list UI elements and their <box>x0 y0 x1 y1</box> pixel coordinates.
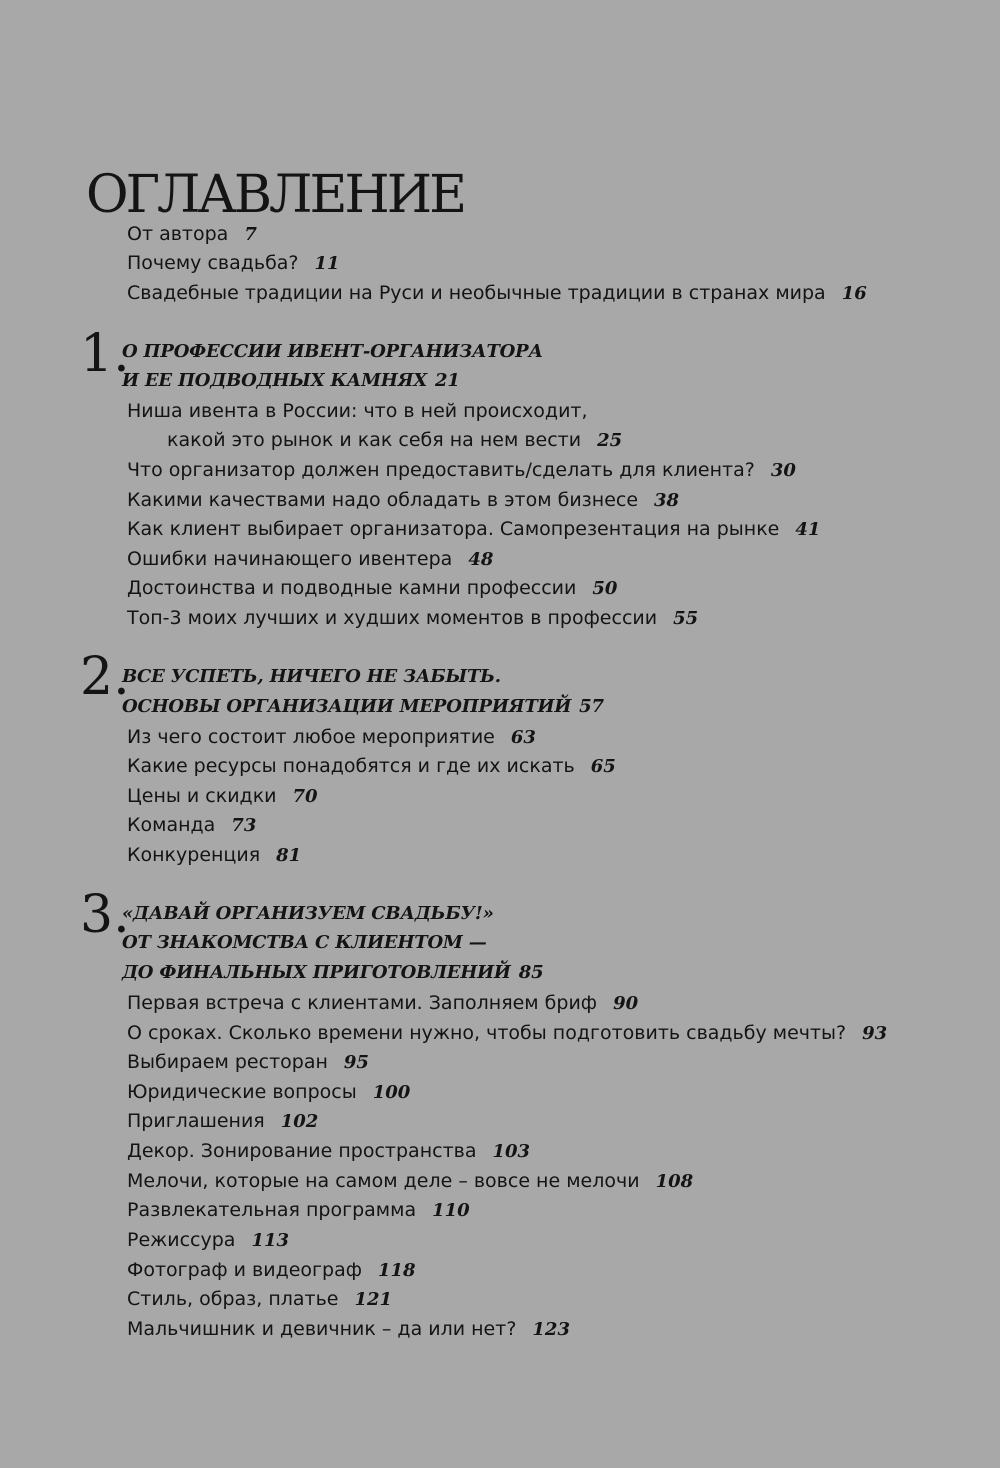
toc-entry[interactable] <box>127 605 698 632</box>
chapter-number: 2. <box>80 647 130 707</box>
page-title: ОГЛАВЛЕНИЕ <box>86 164 465 225</box>
chapter-title-line[interactable]: ОСНОВЫ ОРГАНИЗАЦИИ МЕРОПРИЯТИЙ 57 <box>122 696 604 717</box>
toc-entry-title: Ниша ивента в России: что в ней происходит, <box>127 400 588 422</box>
toc-entry-title: Что организатор должен предоставить/сделать для клиента? <box>127 459 755 481</box>
toc-entry-title: Цены и скидки <box>127 785 277 807</box>
page-number: 48 <box>468 549 494 570</box>
toc-entry-title: Какие ресурсы понадобятся и где их искать <box>127 755 575 777</box>
toc-entry-title: Свадебные традиции на Руси и необычные традиции в странах мира <box>127 282 826 304</box>
toc-entry-title: Мальчишник и девичник – да или нет? <box>127 1318 517 1340</box>
page-number: 70 <box>292 786 318 807</box>
toc-entry-title: Выбираем ресторан <box>127 1051 328 1073</box>
toc-entry[interactable] <box>127 1197 470 1224</box>
toc-entry-title: Приглашения <box>127 1110 265 1132</box>
chapter-title-line[interactable]: ОТ ЗНАКОМСТВА С КЛИЕНТОМ — <box>122 932 487 953</box>
page-number: 118 <box>377 1260 416 1281</box>
toc-entry-title: Команда <box>127 814 216 836</box>
toc-entry[interactable] <box>127 280 867 307</box>
chapter-title-line[interactable]: О ПРОФЕССИИ ИВЕНТ-ОРГАНИЗАТОРА <box>122 341 543 362</box>
toc-entry[interactable] <box>127 1257 416 1284</box>
page-number: 108 <box>655 1171 694 1192</box>
page-number: 25 <box>597 430 623 451</box>
toc-entry[interactable] <box>127 842 301 869</box>
page-number: 55 <box>673 608 699 629</box>
page-number: 110 <box>432 1200 470 1221</box>
page-number: 85 <box>518 962 544 983</box>
toc-entry-title: О сроках. Сколько времени нужно, чтобы подготовить свадьбу мечты? <box>127 1022 847 1044</box>
toc-entry[interactable] <box>127 1138 530 1165</box>
page-number: 50 <box>592 578 618 599</box>
toc-entry[interactable] <box>127 1316 570 1343</box>
toc-entry[interactable] <box>127 575 617 602</box>
page-number: 81 <box>276 845 302 866</box>
chapter-title-line[interactable]: ДО ФИНАЛЬНЫХ ПРИГОТОВЛЕНИЙ 85 <box>122 962 544 983</box>
toc-entry-title: Почему свадьба? <box>127 252 299 274</box>
toc-entry[interactable] <box>127 1227 289 1254</box>
chapter-title-line[interactable]: И ЕЕ ПОДВОДНЫХ КАМНЯХ 21 <box>122 370 460 391</box>
toc-entry-title: Фотограф и видеограф <box>127 1259 362 1281</box>
page-number: 63 <box>510 727 536 748</box>
page-number: 41 <box>795 519 821 540</box>
toc-entry-title: Первая встреча с клиентами. Заполняем бриф <box>127 992 598 1014</box>
toc-entry[interactable] <box>127 1168 693 1195</box>
toc-entry[interactable] <box>127 1020 887 1047</box>
toc-entry[interactable] <box>127 1049 369 1076</box>
page-number: 57 <box>579 696 604 717</box>
toc-entry-title: Топ-3 моих лучших и худших моментов в профессии <box>127 607 658 629</box>
toc-entry[interactable] <box>127 812 256 839</box>
toc-entry-title: От автора <box>127 223 229 245</box>
toc-entry-title: Режиссура <box>127 1229 236 1251</box>
toc-entry-title: Мелочи, которые на самом деле – вовсе не мелочи <box>127 1170 640 1192</box>
toc-entry-title: Как клиент выбирает организатора. Самопрезентация на рынке <box>127 518 780 540</box>
toc-entry[interactable] <box>127 250 340 277</box>
toc-entry-title: Какими качествами надо обладать в этом бизнесе <box>127 489 639 511</box>
page-number: 7 <box>244 224 257 245</box>
page-number: 100 <box>372 1082 411 1103</box>
toc-entry[interactable] <box>127 487 679 514</box>
page-number: 93 <box>862 1023 888 1044</box>
toc-entry[interactable] <box>127 1079 410 1106</box>
chapter-number: 3. <box>80 885 130 945</box>
page-number: 30 <box>770 460 796 481</box>
page-number: 90 <box>613 993 639 1014</box>
chapter-number: 1. <box>80 324 130 384</box>
page-number: 102 <box>280 1111 319 1132</box>
toc-entry[interactable] <box>167 427 622 454</box>
toc-entry[interactable] <box>127 516 820 543</box>
toc-entry-title: какой это рынок и как себя на нем вести <box>167 429 582 451</box>
toc-entry[interactable] <box>127 457 796 484</box>
toc-entry[interactable] <box>127 990 638 1017</box>
page-number: 38 <box>654 490 680 511</box>
toc-entry[interactable] <box>127 753 616 780</box>
page-number: 73 <box>231 815 257 836</box>
page-number: 95 <box>343 1052 369 1073</box>
toc-entry[interactable] <box>127 1286 392 1313</box>
toc-entry[interactable] <box>127 783 318 810</box>
toc-entry-title: Стиль, образ, платье <box>127 1288 339 1310</box>
page-number: 121 <box>354 1289 393 1310</box>
toc-entry[interactable] <box>127 724 536 751</box>
page-number: 123 <box>532 1319 570 1340</box>
page-number: 103 <box>492 1141 531 1162</box>
chapter-title-line[interactable]: «ДАВАЙ ОРГАНИЗУЕМ СВАДЬБУ!» <box>122 903 494 924</box>
toc-entry-title: Из чего состоит любое мероприятие <box>127 726 495 748</box>
toc-entry-title: Юридические вопросы <box>127 1081 357 1103</box>
page-number: 65 <box>590 756 616 777</box>
page-number: 16 <box>841 283 867 304</box>
chapter-title-line[interactable]: ВСЕ УСПЕТЬ, НИЧЕГО НЕ ЗАБЫТЬ. <box>122 666 501 687</box>
toc-entry[interactable] <box>127 398 588 424</box>
toc-entry-title: Декор. Зонирование пространства <box>127 1140 477 1162</box>
toc-entry-title: Конкуренция <box>127 844 261 866</box>
toc-entry-title: Достоинства и подводные камни профессии <box>127 577 577 599</box>
page-number: 113 <box>251 1230 290 1251</box>
toc-entry-title: Развлекательная программа <box>127 1199 417 1221</box>
toc-entry[interactable] <box>127 221 257 248</box>
page-number: 21 <box>435 370 460 391</box>
toc-entry-title: Ошибки начинающего ивентера <box>127 548 453 570</box>
page-number: 11 <box>314 253 340 274</box>
toc-entry[interactable] <box>127 546 493 573</box>
toc-entry[interactable] <box>127 1108 318 1135</box>
